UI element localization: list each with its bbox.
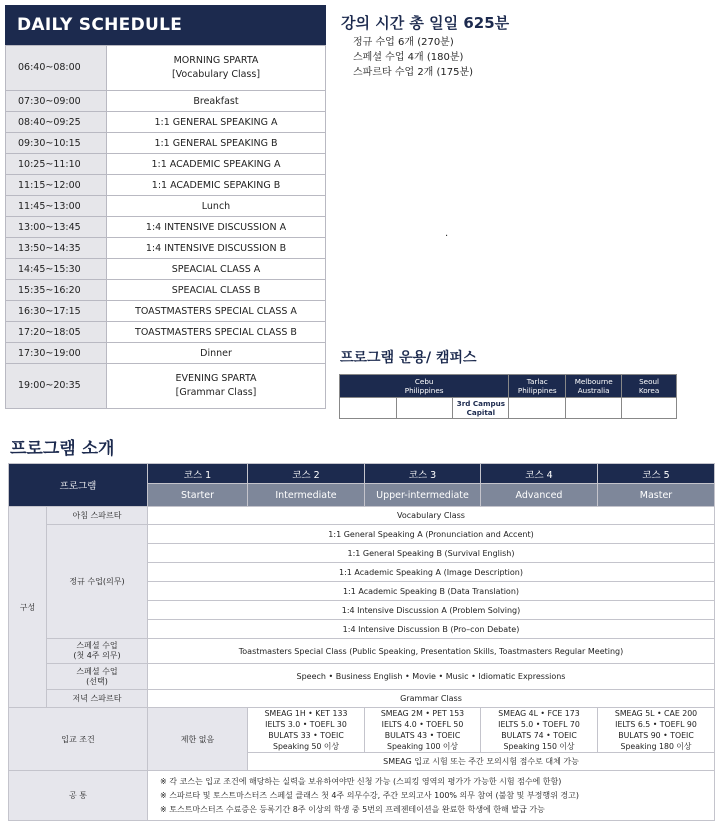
- evening-sparta-row: [9, 690, 715, 708]
- activity-sub: [Vocabulary Class]: [171, 69, 261, 80]
- campus-table: [339, 374, 677, 419]
- row-label-sub: (선택): [86, 676, 108, 686]
- campus-cebu: [340, 375, 509, 398]
- campus-name: Tarlac: [526, 377, 548, 386]
- campus-capital: [453, 398, 509, 419]
- schedule-activity: 1:1 GENERAL SPEAKING A: [107, 112, 326, 133]
- schedule-time: 17:20~18:05: [6, 322, 107, 343]
- note-line: ※ 각 코스는 입교 조건에 해당하는 실력을 보유하여야만 신청 가능 (스피킹 영역의 평가가 가능한 시험 점수에 한함): [160, 776, 562, 786]
- row-label: 정규 수업(의무): [47, 525, 148, 639]
- common-notes: [148, 771, 715, 821]
- row-value: 1:4 Intensive Discussion B (Pro–con Debate): [148, 620, 715, 639]
- composition-label: 구성: [9, 507, 47, 708]
- program-table: [8, 463, 715, 821]
- schedule-table: [5, 45, 326, 409]
- campus-country: Philippines: [404, 386, 444, 395]
- lecture-summary: [341, 12, 509, 80]
- activity-sub: [Grammar Class]: [175, 387, 257, 398]
- campus-title: 프로그램 운용/ 캠퍼스: [340, 350, 477, 366]
- activity-name: MORNING SPARTA: [173, 55, 259, 66]
- course-row: [9, 464, 715, 484]
- schedule-time: 10:25~11:10: [6, 154, 107, 175]
- entry-label: 입교 조건: [9, 708, 148, 771]
- stray-dot: .: [445, 228, 449, 239]
- campus-capital-sub: Capital: [466, 408, 496, 417]
- schedule-row: [6, 280, 326, 301]
- entry-requirement: SMEAG 4L • FCE 173 IELTS 5.0 • TOEFL 70 BULATS 74 • TOEIC Speaking 150 이상: [481, 708, 598, 753]
- schedule-row: [6, 112, 326, 133]
- entry-requirement: SMEAG 5L • CAE 200 IELTS 6.5 • TOEFL 90 BULATS 90 • TOEIC Speaking 180 이상: [598, 708, 715, 753]
- campus-header-row: [340, 375, 677, 398]
- course-header: 코스 5: [598, 464, 715, 484]
- row-label: 아침 스파르타: [47, 507, 148, 525]
- schedule-activity: [107, 364, 326, 409]
- schedule-time: 07:30~09:00: [6, 91, 107, 112]
- course-header: 코스 1: [148, 464, 248, 484]
- course-level: Starter: [148, 484, 248, 507]
- schedule-activity: Dinner: [107, 343, 326, 364]
- special-optional-row: [9, 664, 715, 690]
- course-header: 코스 3: [365, 464, 481, 484]
- schedule-time: 17:30~19:00: [6, 343, 107, 364]
- row-value: 1:1 Academic Speaking A (Image Description): [148, 563, 715, 582]
- schedule-activity: TOASTMASTERS SPECIAL CLASS A: [107, 301, 326, 322]
- row-label-main: 스페셜 수업: [76, 666, 118, 676]
- schedule-row: [6, 238, 326, 259]
- campus-capital-name: 3rd Campus: [456, 399, 506, 408]
- note-line: ※ 스파르타 및 토스트마스터즈 스페셜 클래스 첫 4주 의무수강, 주간 모의고사 100% 의무 참여 (불참 및 부정행위 경고): [160, 790, 579, 800]
- special-first-row: [9, 639, 715, 664]
- campus-body-row: [340, 398, 677, 419]
- schedule-activity: 1:1 GENERAL SPEAKING B: [107, 133, 326, 154]
- course-level: Intermediate: [248, 484, 365, 507]
- schedule-row: [6, 154, 326, 175]
- course-header: 코스 2: [248, 464, 365, 484]
- campus-name: Cebu: [414, 377, 434, 386]
- campus-country: Korea: [638, 386, 660, 395]
- schedule-activity: Breakfast: [107, 91, 326, 112]
- schedule-time: 06:40~08:00: [6, 46, 107, 91]
- schedule-activity: SPEACIAL CLASS B: [107, 280, 326, 301]
- schedule-activity: 1:4 INTENSIVE DISCUSSION A: [107, 217, 326, 238]
- schedule-title: DAILY SCHEDULE: [5, 5, 326, 45]
- common-row: [9, 771, 715, 821]
- schedule-time: 15:35~16:20: [6, 280, 107, 301]
- schedule-time: 11:45~13:00: [6, 196, 107, 217]
- campus-empty-cell: [396, 398, 453, 419]
- row-value: 1:4 Intensive Discussion A (Problem Solving): [148, 601, 715, 620]
- schedule-activity: 1:1 ACADEMIC SEPAKING B: [107, 175, 326, 196]
- schedule-row: [6, 322, 326, 343]
- common-label: 공 통: [9, 771, 148, 821]
- schedule-time: 13:50~14:35: [6, 238, 107, 259]
- summary-line: 정규 수업 6개 (270분): [353, 37, 454, 48]
- schedule-activity: Lunch: [107, 196, 326, 217]
- schedule-time: 16:30~17:15: [6, 301, 107, 322]
- activity-name: EVENING SPARTA: [175, 373, 257, 384]
- daily-schedule: [5, 5, 326, 409]
- course-level: Advanced: [481, 484, 598, 507]
- row-value: 1:1 Academic Speaking B (Data Translation): [148, 582, 715, 601]
- row-label: [47, 639, 148, 664]
- schedule-row: [6, 301, 326, 322]
- entry-condition-row: [9, 708, 715, 753]
- course-level: Upper-intermediate: [365, 484, 481, 507]
- campus-seoul: [622, 375, 677, 398]
- row-label-sub: (첫 4주 의무): [73, 651, 121, 660]
- schedule-activity: 1:4 INTENSIVE DISCUSSION B: [107, 238, 326, 259]
- campus-empty-cell: [566, 398, 622, 419]
- program-header-label: 프로그램: [9, 464, 148, 507]
- schedule-activity: [107, 46, 326, 91]
- entry-requirement: SMEAG 2M • PET 153 IELTS 4.0 • TOEFL 50 BULATS 43 • TOEIC Speaking 100 이상: [365, 708, 481, 753]
- row-value: 1:1 General Speaking A (Pronunciation and Accent): [148, 525, 715, 544]
- schedule-row: [6, 343, 326, 364]
- summary-line: 스파르타 수업 2개 (175분): [353, 67, 474, 78]
- row-label: 저녁 스파르타: [47, 690, 148, 708]
- row-value: Speech • Business English • Movie • Music • Idiomatic Expressions: [148, 664, 715, 690]
- campus-name: Melbourne: [574, 377, 613, 386]
- campus-tarlac: [509, 375, 566, 398]
- row-value: 1:1 General Speaking B (Survival English): [148, 544, 715, 563]
- note-line: ※ 토스트마스터즈 수료증은 등록기간 8주 이상의 학생 중 5번의 프레젠테이션을 완료한 학생에 한해 발급 가능: [160, 804, 545, 814]
- campus-country: Philippines: [517, 386, 557, 395]
- morning-sparta-row: [9, 507, 715, 525]
- schedule-row: [6, 259, 326, 280]
- schedule-row: [6, 175, 326, 196]
- schedule-time: 09:30~10:15: [6, 133, 107, 154]
- campus-melbourne: [566, 375, 622, 398]
- row-value: Toastmasters Special Class (Public Speaking, Presentation Skills, Toastmasters Regular Meeting): [148, 639, 715, 664]
- row-value: Grammar Class: [148, 690, 715, 708]
- schedule-activity: TOASTMASTERS SPECIAL CLASS B: [107, 322, 326, 343]
- summary-heading: 강의 시간 총 일일 625분: [341, 14, 510, 32]
- schedule-time: 19:00~20:35: [6, 364, 107, 409]
- campus-empty-cell: [340, 398, 397, 419]
- schedule-time: 11:15~12:00: [6, 175, 107, 196]
- row-label-main: 스페셜 수업: [76, 641, 118, 650]
- schedule-time: 14:45~15:30: [6, 259, 107, 280]
- summary-line: 스페셜 수업 4개 (180분): [353, 52, 464, 63]
- schedule-activity: 1:1 ACADEMIC SPEAKING A: [107, 154, 326, 175]
- entry-none: 제한 없음: [148, 708, 248, 771]
- course-header: 코스 4: [481, 464, 598, 484]
- schedule-row: [6, 46, 326, 91]
- schedule-row: [6, 217, 326, 238]
- schedule-time: 08:40~09:25: [6, 112, 107, 133]
- schedule-time: 13:00~13:45: [6, 217, 107, 238]
- regular-class-row: [9, 525, 715, 544]
- entry-requirement: SMEAG 1H • KET 133 IELTS 3.0 • TOEFL 30 BULATS 33 • TOEIC Speaking 50 이상: [248, 708, 365, 753]
- campus-country: Australia: [577, 386, 610, 395]
- row-value: Vocabulary Class: [148, 507, 715, 525]
- schedule-row: [6, 196, 326, 217]
- row-label: [47, 664, 148, 690]
- course-level: Master: [598, 484, 715, 507]
- program-title: 프로그램 소개: [10, 439, 115, 459]
- schedule-row: [6, 133, 326, 154]
- campus-empty-cell: [622, 398, 677, 419]
- campus-name: Seoul: [639, 377, 660, 386]
- campus-empty-cell: [509, 398, 566, 419]
- schedule-row: [6, 364, 326, 409]
- schedule-row: [6, 91, 326, 112]
- schedule-activity: SPEACIAL CLASS A: [107, 259, 326, 280]
- entry-alternative: SMEAG 입교 시험 또는 주간 모의시험 점수로 대체 가능: [248, 753, 715, 771]
